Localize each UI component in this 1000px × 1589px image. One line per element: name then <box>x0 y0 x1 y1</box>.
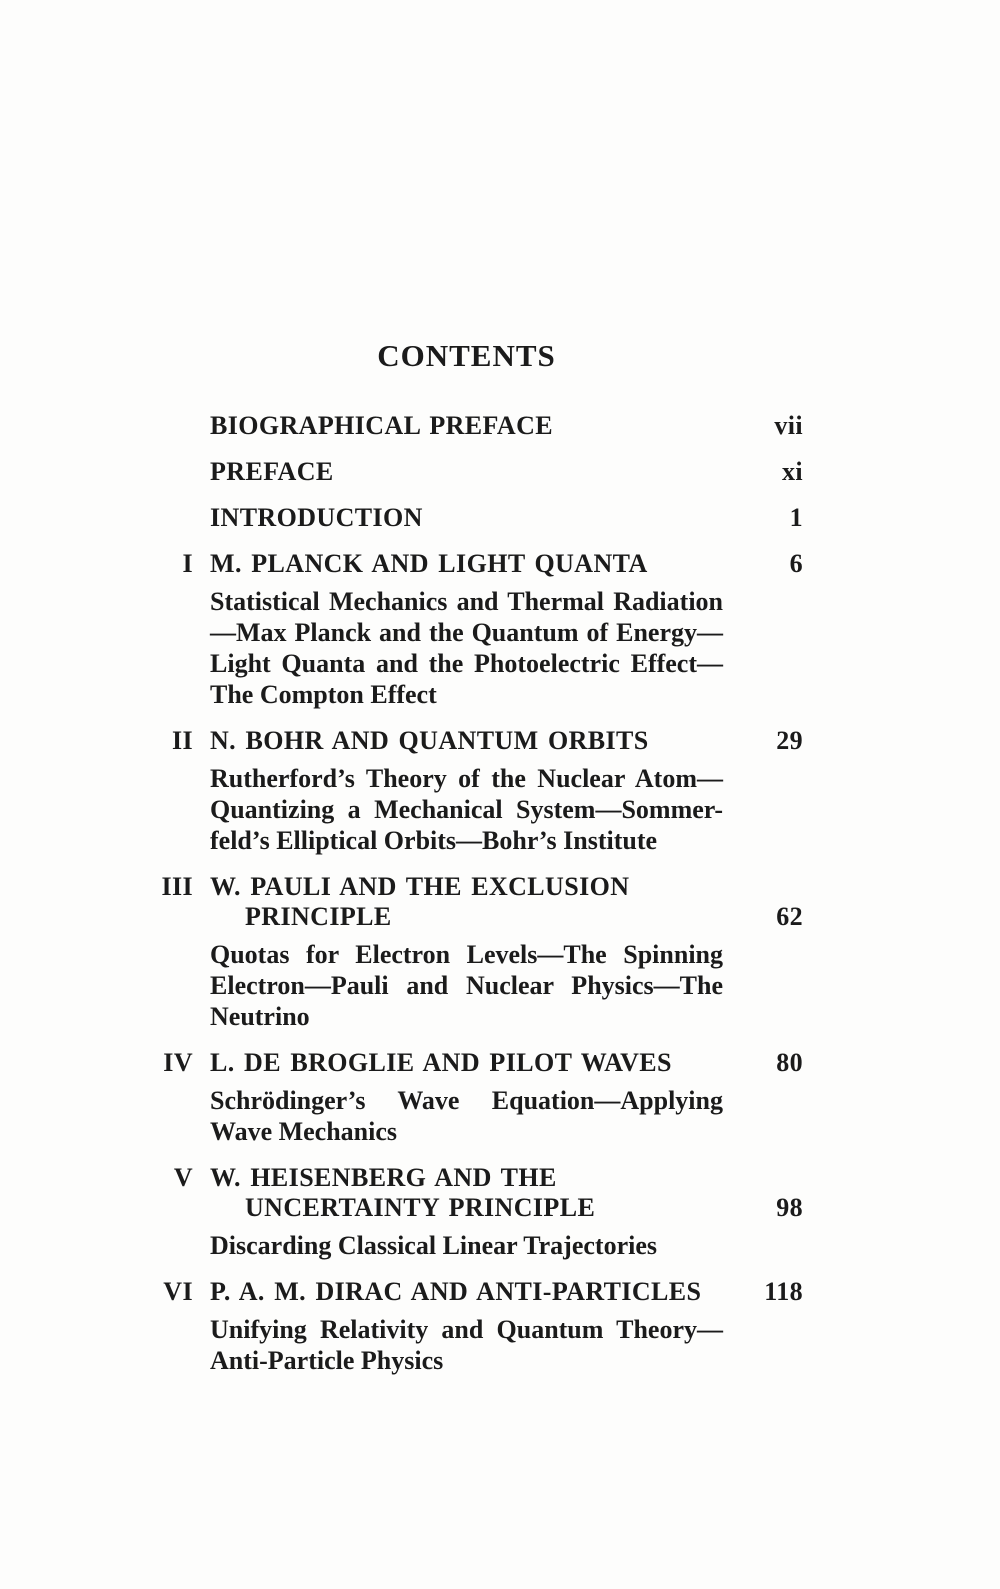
chapter-page-number: 80 <box>776 1048 803 1077</box>
chapter-entry <box>155 726 803 856</box>
chapter-heading-row <box>155 726 803 756</box>
chapter-description-line: Schrödinger’s Wave Equation—Applying <box>210 1086 723 1115</box>
chapter-description-line: Anti-Particle Physics <box>210 1346 444 1375</box>
entry-page-number: vii <box>774 411 803 440</box>
chapter-heading-row <box>155 549 803 579</box>
chapter-description-line: Quantizing a Mechanical System—Sommer- <box>210 795 723 824</box>
chapter-numeral: III <box>161 872 193 901</box>
chapter-title <box>210 726 723 756</box>
chapter-description <box>210 763 723 856</box>
chapter-title-line: M. PLANCK AND LIGHT QUANTA <box>210 549 648 578</box>
chapter-description-line: Wave Mechanics <box>210 1117 398 1146</box>
numeral-spacer <box>155 763 210 764</box>
chapter-description <box>210 1314 723 1376</box>
chapter-heading-row <box>155 1163 803 1223</box>
chapter-entry <box>155 1048 803 1147</box>
chapter-page-number: 6 <box>789 549 803 578</box>
entry-page-number: 1 <box>789 503 803 532</box>
chapter-description-line: Rutherford’s Theory of the Nuclear Atom— <box>210 764 723 793</box>
chapter-title-line: L. DE BROGLIE AND PILOT WAVES <box>210 1048 672 1077</box>
chapter-description-line: Statistical Mechanics and Thermal Radiation <box>210 587 723 616</box>
chapter-description-line: —Max Planck and the Quantum of Energy— <box>210 618 723 647</box>
page-number-spacer <box>723 763 803 856</box>
page-number-spacer <box>723 1085 803 1147</box>
numeral-spacer <box>155 503 210 504</box>
chapter-description-line: Discarding Classical Linear Trajectories <box>210 1231 658 1260</box>
chapter-description-line: feld’s Elliptical Orbits—Bohr’s Institute <box>210 826 658 855</box>
page-number-spacer <box>723 586 803 710</box>
page-number-spacer <box>723 1230 803 1261</box>
page-number-spacer <box>723 1314 803 1376</box>
chapter-title-line: PRINCIPLE <box>245 902 392 931</box>
chapter-description-line: The Compton Effect <box>210 680 437 709</box>
chapter-description-row <box>155 1314 803 1376</box>
numeral-spacer <box>155 411 210 412</box>
entry-label: BIOGRAPHICAL PREFACE <box>210 411 553 440</box>
numeral-spacer <box>155 586 210 587</box>
chapter-list <box>155 549 803 1376</box>
entry-label: INTRODUCTION <box>210 503 423 532</box>
chapter-heading-row <box>155 872 803 932</box>
front-matter-row <box>155 411 803 441</box>
page-number-spacer <box>723 939 803 1032</box>
numeral-spacer <box>155 1085 210 1086</box>
front-matter-list <box>155 411 803 533</box>
chapter-title-line: P. A. M. DIRAC AND ANTI-PARTICLES <box>210 1277 702 1306</box>
chapter-numeral: I <box>182 549 193 578</box>
chapter-heading-row <box>155 1048 803 1078</box>
chapter-description-row <box>155 1230 803 1261</box>
chapter-description-line: Electron—Pauli and Nuclear Physics—The <box>210 971 723 1000</box>
entry-label: PREFACE <box>210 457 334 486</box>
chapter-description-row <box>155 763 803 856</box>
chapter-title <box>210 1048 723 1078</box>
numeral-spacer <box>155 457 210 458</box>
chapter-numeral: V <box>173 1163 193 1192</box>
numeral-spacer <box>155 1314 210 1315</box>
chapter-page-number: 118 <box>764 1277 803 1306</box>
chapter-numeral: VI <box>163 1277 193 1306</box>
front-matter-row <box>155 457 803 487</box>
numeral-spacer <box>155 1230 210 1231</box>
chapter-title-line: W. HEISENBERG AND THE <box>210 1163 557 1192</box>
chapter-title <box>210 1277 723 1307</box>
chapter-description-row <box>155 1085 803 1147</box>
chapter-title-line: W. PAULI AND THE EXCLUSION <box>210 872 630 901</box>
chapter-description <box>210 1230 723 1261</box>
chapter-title <box>210 872 723 932</box>
page-title: CONTENTS <box>377 338 556 373</box>
chapter-page-number: 98 <box>776 1193 803 1222</box>
chapter-title <box>210 1163 723 1223</box>
chapter-description <box>210 939 723 1032</box>
chapter-title-line: UNCERTAINTY PRINCIPLE <box>245 1193 596 1222</box>
chapter-heading-row <box>155 1277 803 1307</box>
chapter-entry <box>155 872 803 1032</box>
chapter-description-line: Neutrino <box>210 1002 310 1031</box>
chapter-numeral: IV <box>163 1048 193 1077</box>
chapter-entry <box>155 1277 803 1376</box>
chapter-description-line: Light Quanta and the Photoelectric Effect— <box>210 649 723 678</box>
chapter-description-row <box>155 939 803 1032</box>
chapter-title <box>210 549 723 579</box>
numeral-spacer <box>155 939 210 940</box>
chapter-description-line: Quotas for Electron Levels—The Spinning <box>210 940 723 969</box>
entry-page-number: xi <box>781 457 803 486</box>
chapter-entry <box>155 1163 803 1261</box>
chapter-description <box>210 1085 723 1147</box>
chapter-description <box>210 586 723 710</box>
chapter-page-number: 62 <box>776 902 803 931</box>
chapter-description-line: Unifying Relativity and Quantum Theory— <box>210 1315 723 1344</box>
chapter-description-row <box>155 586 803 710</box>
chapter-entry <box>155 549 803 710</box>
chapter-page-number: 29 <box>776 726 803 755</box>
chapter-title-line: N. BOHR AND QUANTUM ORBITS <box>210 726 649 755</box>
table-of-contents <box>155 338 803 1392</box>
chapter-numeral: II <box>171 726 193 755</box>
front-matter-row <box>155 503 803 533</box>
